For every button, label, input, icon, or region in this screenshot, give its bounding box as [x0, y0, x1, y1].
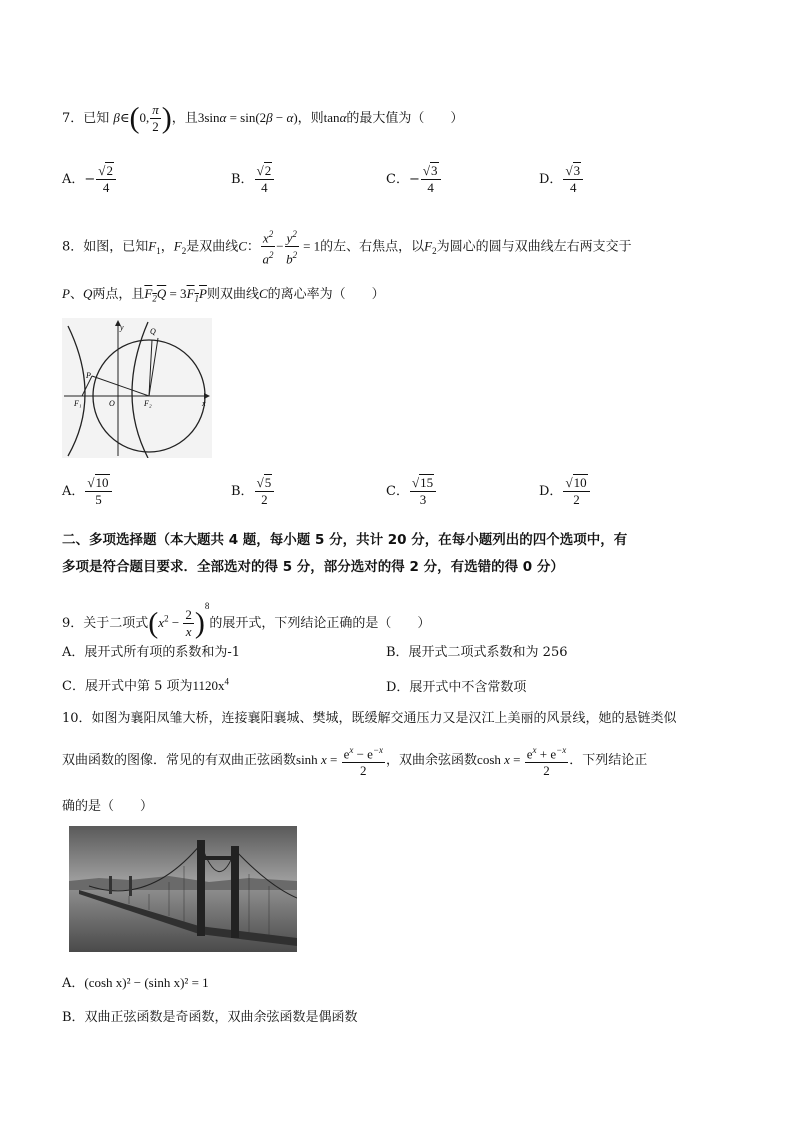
q7-option-d[interactable]: D． $\frac{√3}{4}$	[539, 162, 584, 198]
section-2-heading-line2: 多项是符合题目要求．全部选对的得 5 分，部分选对的得 2 分，有选错的得 0 分）	[62, 559, 564, 575]
q9-option-d[interactable]: D．展开式中不含常数项	[386, 680, 527, 695]
question-10-line1: 10．如图为襄阳凤雏大桥，连接襄阳襄城、樊城，既缓解交通压力又是汉江上美丽的风景线，她的悬链类似	[62, 711, 677, 726]
svg-text:x: x	[202, 399, 206, 408]
q8-option-c[interactable]: C． $\frac{√15}{3}$	[386, 474, 437, 510]
pi-over-2: $\frac{\pi}{2}$	[152, 102, 159, 134]
svg-text:F₂: F₂	[144, 399, 152, 408]
svg-text:Q: Q	[150, 327, 156, 336]
q7-option-a[interactable]: A．− $\frac{√2}{4}$	[62, 162, 117, 198]
svg-text:F₁: F₁	[74, 399, 82, 408]
q10-option-a[interactable]: A．(cosh x)² − (sinh x)² = 1	[62, 975, 209, 991]
bridge-tower	[197, 840, 205, 936]
q8-option-d[interactable]: D． $\frac{√10}{2}$	[539, 474, 591, 510]
q9-option-c[interactable]: C．展开式中第 5 项为$1120x^4$	[62, 676, 230, 694]
svg-text:O: O	[109, 399, 115, 408]
section-2-heading-line1: 二、多项选择题（本大题共 4 题，每小题 5 分，共计 20 分，在每小题列出的四个选项中，有	[62, 532, 628, 548]
svg-text:P: P	[86, 371, 91, 380]
q9-option-a[interactable]: A．展开式所有项的系数和为-1	[62, 645, 241, 660]
question-7-stem: 7．已知 β∈(0, $\frac{\pi}{2}$ )，且3sinα = sin(2β − α)，则tanα的最大值为（ ）	[62, 101, 464, 135]
question-10-line3: 确的是（ ）	[62, 799, 154, 814]
q8-option-a[interactable]: A． $\frac{√10}{5}$	[62, 474, 113, 510]
question-8-stem-line2: P、Q两点，且$F_2Q = 3F_1P$则双曲线C的离心率为（ ）	[62, 286, 385, 304]
q9-option-b[interactable]: B．展开式二项式系数和为 256	[386, 645, 568, 660]
q7-option-c[interactable]: C．− $\frac{√3}{4}$	[386, 162, 442, 198]
bridge-photo	[69, 826, 297, 952]
question-10-line2: 双曲函数的图像．常见的有双曲正弦函数sinh x = $\frac{e^x - e^{-x}}{2}$ ，双曲余弦函数cosh x = $\frac{e^x + e^{-x}}{2}$ ．下列结论正	[62, 740, 647, 781]
q7-option-b[interactable]: B． $\frac{√2}{4}$	[231, 162, 275, 198]
question-8-stem-line1: 8．如图，已知$F_1$，$F_2$是双曲线C： $\frac{x^2}{a^2}$ − $\frac{y^2}{b^2}$ = 1的左、右焦点，以$F_2$为圆心的圆与双曲线左右两支交于	[62, 226, 632, 269]
svg-text:y: y	[120, 323, 124, 332]
q10-option-b[interactable]: B．双曲正弦函数是奇函数，双曲余弦函数是偶函数	[62, 1010, 358, 1025]
hyperbola-circle-figure	[62, 318, 212, 458]
q8-option-b[interactable]: B． $\frac{√5}{2}$	[231, 474, 275, 510]
question-9-stem: 9．关于二项式($x^2$ − $\frac{2}{x}$ )$^8$的展开式，下列结论正确的是（ ）	[62, 601, 431, 640]
